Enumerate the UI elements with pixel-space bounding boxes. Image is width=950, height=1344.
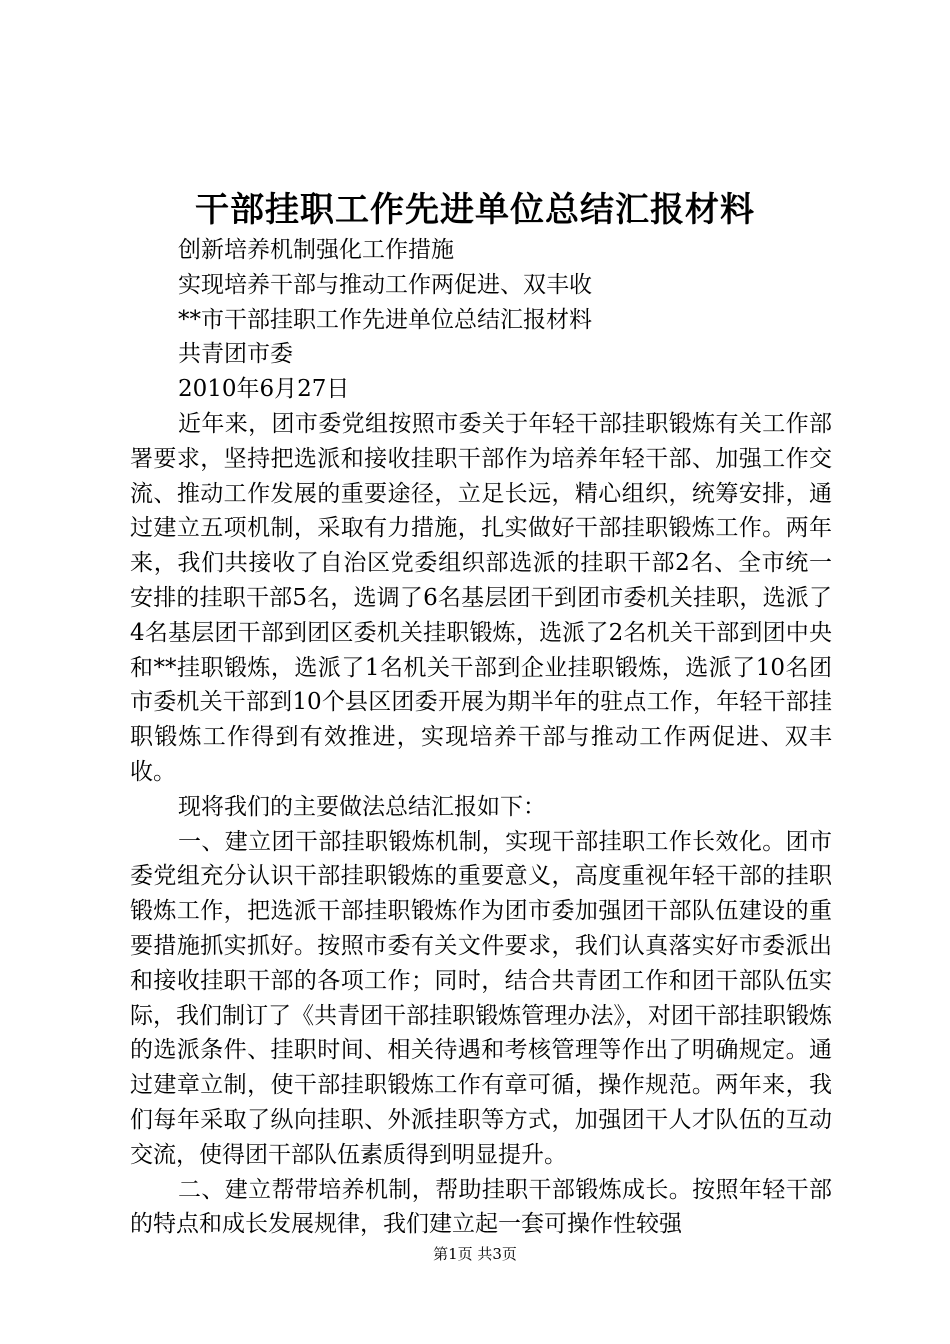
document-title: 干部挂职工作先进单位总结汇报材料 <box>195 190 755 230</box>
page-footer: 第1页 共3页 <box>433 1245 517 1263</box>
body-paragraph: 现将我们的主要做法总结汇报如下： <box>178 793 546 820</box>
subtitle-line: 创新培养机制强化工作措施 <box>178 237 454 263</box>
body-paragraph: 一、建立团干部挂职锻炼机制，实现干部挂职工作长效化。团市委党组充分认识干部挂职锻炼的重要意义，高度重视年轻干部的挂职锻炼工作，把选派干部挂职锻炼作为团市委加强团干部队伍建设的重要措施抓实抓好。按照市委有关文件要求，我们认真落实好市委派出和接收挂职干部的各项工作；同时，结合共青团工作和团干部队伍实际，我们制订了《共青团干部挂职锻炼管理办法》，对团干部挂职锻炼的选派条件、挂职时间、相关待遇和考核管理等作出了明确规定。通过建章立制，使干部挂职锻炼工作有章可循，操作规范。两年来，我们每年采取了纵向挂职、外派挂职等方式，加强团干人才队伍的互动交流，使得团干部队伍素质得到明显提升。 <box>130 828 832 1168</box>
subtitle-line: 实现培养干部与推动工作两促进、双丰收 <box>178 271 592 298</box>
body-paragraph: 近年来，团市委党组按照市委关于年轻干部挂职锻炼有关工作部署要求，坚持把选派和接收挂职干部作为培养年轻干部、加强工作交流、推动工作发展的重要途径，立足长远，精心组织，统筹安排，通过建立五项机制，采取有力措施，扎实做好干部挂职锻炼工作。两年来，我们共接收了自治区党委组织部选派的挂职干部2名、全市统一安排的挂职干部5名，选调了6名基层团干到团市委机关挂职，选派了4名基层团干部到团区委机关挂职锻炼，选派了2名机关干部到团中央和**挂职锻炼，选派了1名机关干部到企业挂职锻炼，选派了10名团市委机关干部到10个县区团委开展为期半年的驻点工作，年轻干部挂职锻炼工作得到有效推进，实现培养干部与推动工作两促进、双丰收。 <box>130 410 832 785</box>
author-line: 共青团市委 <box>178 341 293 368</box>
date-line: 2010年6月27日 <box>178 376 350 403</box>
document-body <box>130 233 832 1242</box>
subtitle-line: **市干部挂职工作先进单位总结汇报材料 <box>178 306 592 333</box>
body-paragraph: 二、建立帮带培养机制，帮助挂职干部锻炼成长。按照年轻干部的特点和成长发展规律，我们建立起一套可操作性较强 <box>130 1176 832 1238</box>
